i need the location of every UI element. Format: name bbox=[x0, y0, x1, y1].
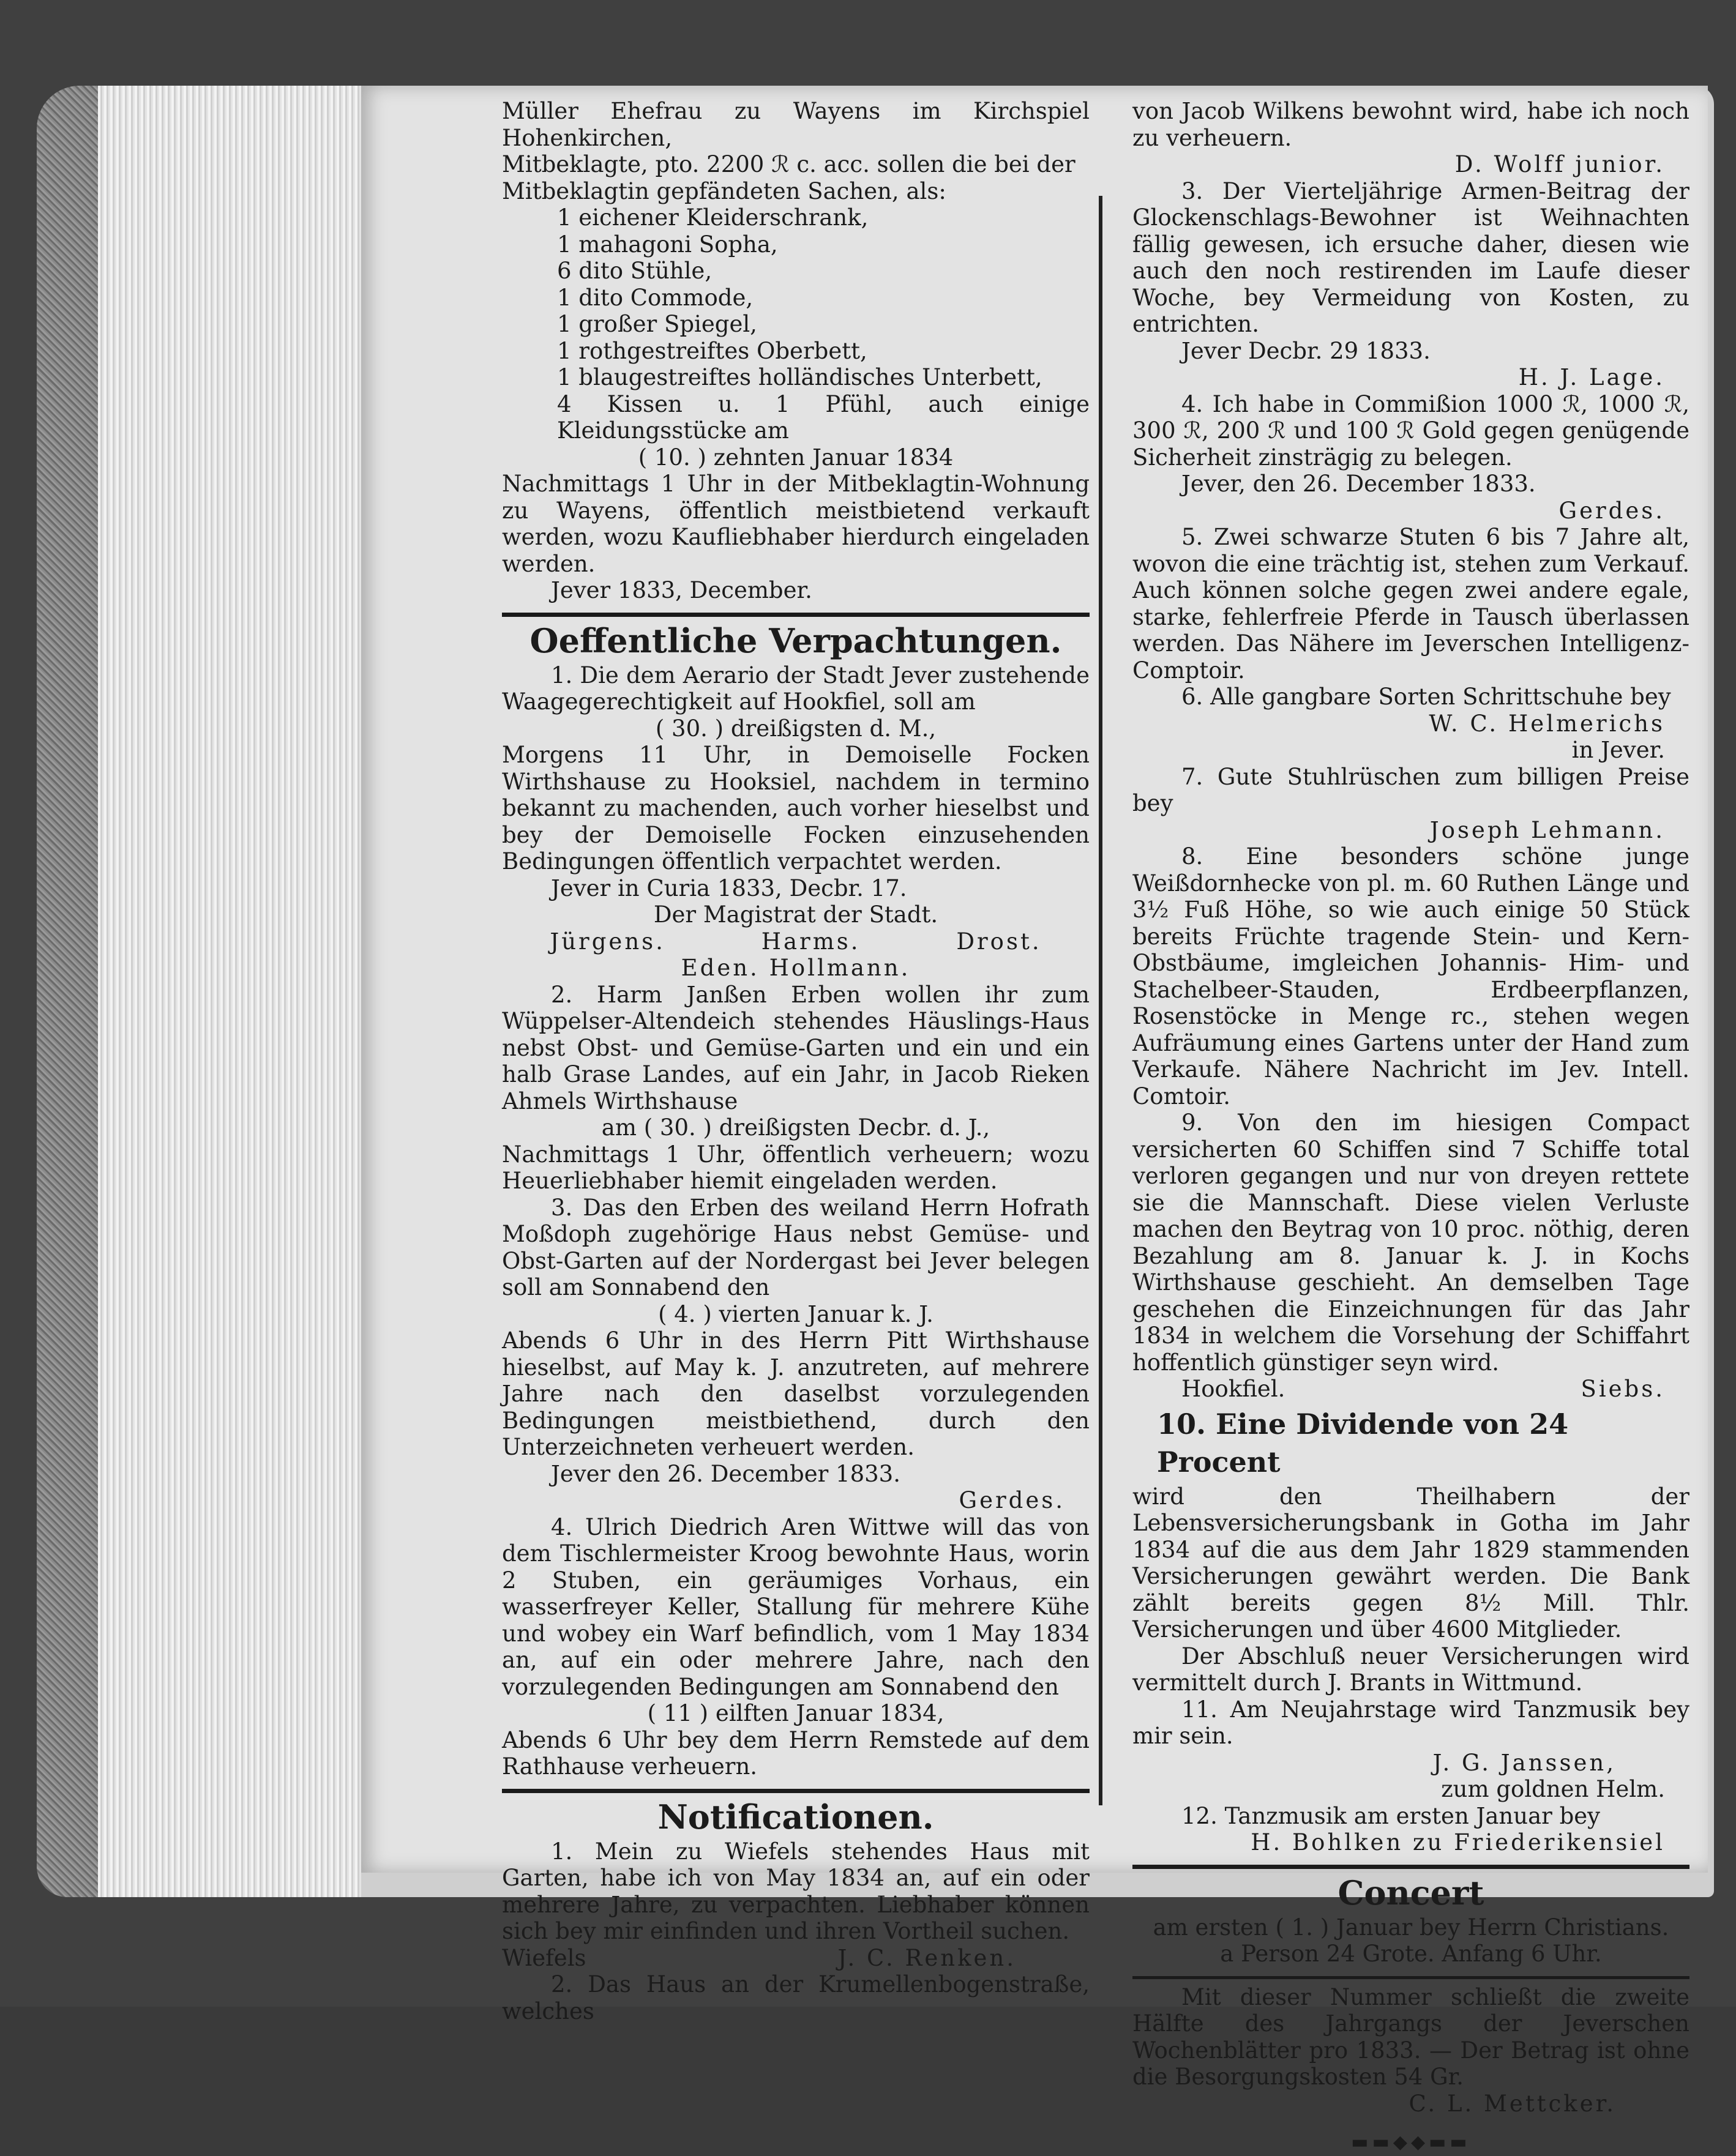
lease-date: ( 30. ) dreißigsten d. M., bbox=[655, 715, 937, 742]
lease-authority: Der Magistrat der Stadt. bbox=[653, 901, 938, 928]
notification-place: Hookfiel. bbox=[1181, 1376, 1285, 1402]
signature: J. G. Janssen, bbox=[1432, 1749, 1616, 1776]
lease-text: Abends 6 Uhr bey dem Herrn Remstede auf dem Rathhause verheuern. bbox=[502, 1726, 1090, 1780]
notification-9: 9. Von den im hiesigen Compact versicherten 60 Schiffen sind 7 Schiffe total verloren gegangen und nur von dreyen rettete sie die Mannschaft. Diese vielen Verluste machen den Beytrag von 10 proc. nöthig, deren Bezahlung am 8. Januar k. J. in Kochs Wirthshause geschieht. An demselben Tage geschehen die Einzeichnungen für das Jahr 1834 in welchem die Vorsehung der Schiffahrt hoffentlich günstiger seyn wird. bbox=[1132, 1110, 1689, 1376]
closing-text: Mit dieser Nummer schließt die zweite Hälfte des Jahrgangs der Jeverschen Wochenblätter pro 1833. — Der Betrag ist ohne die Besorgungskosten 54 Gr. bbox=[1132, 1983, 1689, 2090]
auction-item: 1 rothgestreiftes Oberbett, bbox=[557, 337, 867, 364]
auction-notice bbox=[502, 98, 1090, 604]
section-rule bbox=[502, 613, 1090, 617]
lease-text: Morgens 11 Uhr, in Demoiselle Focken Wirthshause zu Hooksiel, nachdem in termino bekannt zu machenden, auch vorher hieselbst und bey der Demoiselle Focken einzusehenden Bedingungen öffentlich verpachtet werden. bbox=[502, 742, 1090, 875]
section-rule bbox=[502, 1789, 1090, 1793]
lease-signatures bbox=[502, 928, 1090, 955]
notification-8: 8. Eine besonders schöne junge Weißdornhecke von pl. m. 60 Ruthen Länge und 3½ Fuß Höhe, so wie auch einige 50 Stück bereits Früchte tragende Stein- und Kern-Obstbäume, imgleichen Johannis- Him- und Stachelbeer-Stauden, Erdbeerpflanzen, Rosenstöcke in Menge rc., stehen wegen Aufräumung eines Gartens unter der Hand zum Verkaufe. Nähere Nachricht im Jev. Intell. Comtoir. bbox=[1132, 843, 1689, 1110]
section-rule bbox=[1132, 1865, 1689, 1869]
lease-date: ( 4. ) vierten Januar k. J. bbox=[658, 1300, 933, 1327]
signature: Siebs. bbox=[1581, 1376, 1665, 1402]
lease-notice-2 bbox=[502, 982, 1090, 1195]
notification-footer bbox=[1132, 1376, 1689, 1403]
dividend-heading: 10. Eine Dividende von 24 Procent bbox=[1157, 1407, 1569, 1479]
right-column bbox=[1132, 98, 1689, 2156]
lease-notice-1 bbox=[502, 662, 1090, 982]
notification-1 bbox=[502, 1838, 1090, 1972]
lease-date: ( 11 ) eilften Januar 1834, bbox=[647, 1700, 945, 1726]
ornament-icon: ▬▬◆◆▬▬ bbox=[1351, 2132, 1471, 2153]
signature: Eden. Hollmann. bbox=[681, 955, 911, 981]
dividend-text: wird den Theilhabern der Lebensversicherungsbank in Gotha im Jahr 1834 auf die aus dem Jahr 1829 stammenden Versicherungen gewährt werden. Die Bank zählt bereits gegen 8½ Mill. Thlr. Versicherungen und über 4600 Mitglieder. bbox=[1132, 1483, 1689, 1643]
lease-text: 4. Ulrich Diedrich Aren Wittwe will das von dem Tischlermeister Kroog bewohnte Haus, worin 2 Stuben, ein geräumiges Vorhaus, ein wasserfreyer Keller, Stallung für mehrere Kühe und wobey ein Warf befindlich, vom 1 May 1834 an, auf ein oder mehrere Jahre, nach den vorzulegenden Bedingungen am Sonnabend den bbox=[502, 1513, 1090, 1700]
signature: Drost. bbox=[956, 928, 1042, 955]
auction-item: 1 eichener Kleiderschrank, bbox=[557, 204, 869, 231]
lease-notice-3 bbox=[502, 1195, 1090, 1514]
signature: H. J. Lage. bbox=[1518, 364, 1665, 390]
lease-text: 1. Die dem Aerario der Stadt Jever zustehende Waagegerechtigkeit auf Hookfiel, soll am bbox=[502, 662, 1090, 715]
left-column bbox=[502, 98, 1090, 2024]
auction-place: Jever 1833, December. bbox=[551, 577, 812, 603]
lease-place: Jever in Curia 1833, Decbr. 17. bbox=[551, 875, 907, 901]
signature: Gerdes. bbox=[1558, 497, 1665, 524]
notification-7: 7. Gute Stuhlrüschen zum billigen Preise bey bbox=[1132, 763, 1689, 816]
auction-line: Mitbeklagtin gepfändeten Sachen, als: bbox=[502, 177, 946, 204]
notification-2-cont: von Jacob Wilkens bewohnt wird, habe ich noch zu verheuern. bbox=[1132, 98, 1689, 151]
section-heading-notificationen: Notificationen. bbox=[657, 1797, 934, 1837]
auction-item: 4 Kissen u. 1 Pfühl, auch einige Kleidungsstücke am bbox=[557, 390, 1090, 444]
concert-line: am ersten ( 1. ) Januar bey Herrn Christians. bbox=[1153, 1914, 1669, 1941]
lease-text: Nachmittags 1 Uhr, öffentlich verheuern; wozu Heuerliebhaber hiemit eingeladen werden. bbox=[502, 1141, 1090, 1194]
auction-item: 6 dito Stühle, bbox=[557, 258, 713, 284]
auction-text: Nachmittags 1 Uhr in der Mitbeklagtin-Wohnung zu Wayens, öffentlich meistbietend verkauft werden, wozu Kaufliebhaber hierdurch eingeladen werden. bbox=[502, 471, 1090, 577]
auction-item: 1 großer Spiegel, bbox=[557, 311, 757, 337]
signature: Harms. bbox=[761, 928, 861, 955]
column-divider bbox=[1099, 196, 1102, 1805]
lease-place: Jever den 26. December 1833. bbox=[551, 1460, 900, 1487]
auction-line: Müller Ehefrau zu Wayens im Kirchspiel Hohenkirchen, bbox=[502, 98, 1090, 151]
lease-date: am ( 30. ) dreißigsten Decbr. d. J., bbox=[601, 1114, 990, 1141]
signature: J. C. Renken. bbox=[837, 1944, 1016, 1971]
signature: Gerdes. bbox=[959, 1487, 1065, 1513]
signature: H. Bohlken zu Friederikensiel bbox=[1251, 1829, 1665, 1856]
notification-12: 12. Tanzmusik am ersten Januar bey bbox=[1181, 1802, 1601, 1829]
notification-6: 6. Alle gangbare Sorten Schrittschuhe bey bbox=[1181, 684, 1671, 710]
signature: W. C. Helmerichs bbox=[1429, 710, 1665, 737]
concert-line: a Person 24 Grote. Anfang 6 Uhr. bbox=[1220, 1941, 1602, 1967]
notification-2-start: 2. Das Haus an der Krumellenbogenstraße, welches bbox=[502, 1971, 1090, 2024]
notification-4: 4. Ich habe in Commißion 1000 ℛ, 1000 ℛ, 300 ℛ, 200 ℛ und 100 ℛ Gold gegen genügende Sicherheit zinsträgig zu belegen. bbox=[1132, 390, 1689, 471]
dividend-text: Der Abschluß neuer Versicherungen wird vermittelt durch J. Brants in Wittmund. bbox=[1132, 1643, 1689, 1696]
signature-place: in Jever. bbox=[1571, 737, 1665, 763]
auction-date: ( 10. ) zehnten Januar 1834 bbox=[638, 444, 954, 471]
section-heading-verpachtungen: Oeffentliche Verpachtungen. bbox=[529, 621, 1062, 660]
notification-place: Wiefels bbox=[502, 1944, 586, 1971]
lease-notice-4 bbox=[502, 1514, 1090, 1780]
notification-footer bbox=[502, 1945, 1090, 1972]
auction-item: 1 mahagoni Sopha, bbox=[557, 231, 778, 258]
page-stack-edge bbox=[98, 86, 361, 1897]
auction-line: Mitbeklagte, pto. 2200 ℛ c. acc. sollen die bei der bbox=[502, 151, 1076, 177]
signature: D. Wolff junior. bbox=[1454, 151, 1665, 177]
lease-text: 2. Harm Janßen Erben wollen ihr zum Wüppelser-Altendeich stehendes Häuslings-Haus nebst Obst- und Gemüse-Garten und ein und ein halb Grase Landes, auf ein Jahr, in Jacob Rieken Ahmels Wirthshause bbox=[502, 981, 1090, 1114]
notification-place: Jever, den 26. December 1833. bbox=[1181, 471, 1536, 497]
signature: C. L. Mettcker. bbox=[1409, 2090, 1616, 2117]
concert-heading: Concert bbox=[1338, 1873, 1484, 1912]
notification-3: 3. Der Vierteljährige Armen-Beitrag der Glockenschlags-Bewohner ist Weihnachten fällig gewesen, ich ersuche daher, diesen wie auch den noch restirenden im Laufe dieser Woche, bey Vermeidung von Kosten, zu entrichten. bbox=[1132, 177, 1689, 337]
signature: Joseph Lehmann. bbox=[1429, 816, 1665, 843]
signature-place: zum goldnen Helm. bbox=[1441, 1776, 1665, 1802]
lease-text: Abends 6 Uhr in des Herrn Pitt Wirthshause hieselbst, auf May k. J. anzutreten, auf mehrere Jahre nach den daselbst vorzulegenden Bedingungen meistbiethend, durch den Unterzeichneten verheuert werden. bbox=[502, 1327, 1090, 1460]
notification-text: 1. Mein zu Wiefels stehendes Haus mit Garten, habe ich von May 1834 an, auf ein oder mehrere Jahre, zu verpachten. Liebhaber können sich bey mir einfinden und ihren Vortheil suchen. bbox=[502, 1838, 1090, 1944]
section-rule bbox=[1132, 1976, 1689, 1979]
notification-place: Jever Decbr. 29 1833. bbox=[1181, 337, 1431, 364]
notification-11: 11. Am Neujahrstage wird Tanzmusik bey mir sein. bbox=[1132, 1696, 1689, 1749]
auction-item: 1 blaugestreiftes holländisches Unterbett, bbox=[557, 364, 1042, 390]
notification-5: 5. Zwei schwarze Stuten 6 bis 7 Jahre alt, wovon die eine trächtig ist, stehen zum Verkauf. Auch können solche gegen zwei andere egale, starke, fehlerfreie Pferde in Tausch überlassen werden. Das Nähere im Jeverschen Intelligenz-Comptoir. bbox=[1132, 524, 1689, 684]
signature: Jürgens. bbox=[550, 928, 665, 955]
lease-text: 3. Das den Erben des weiland Herrn Hofrath Moßdoph zugehörige Haus nebst Gemüse- und Obst-Garten auf der Nordergast bei Jever belegen soll am Sonnabend den bbox=[502, 1194, 1090, 1300]
auction-item: 1 dito Commode, bbox=[557, 284, 754, 311]
